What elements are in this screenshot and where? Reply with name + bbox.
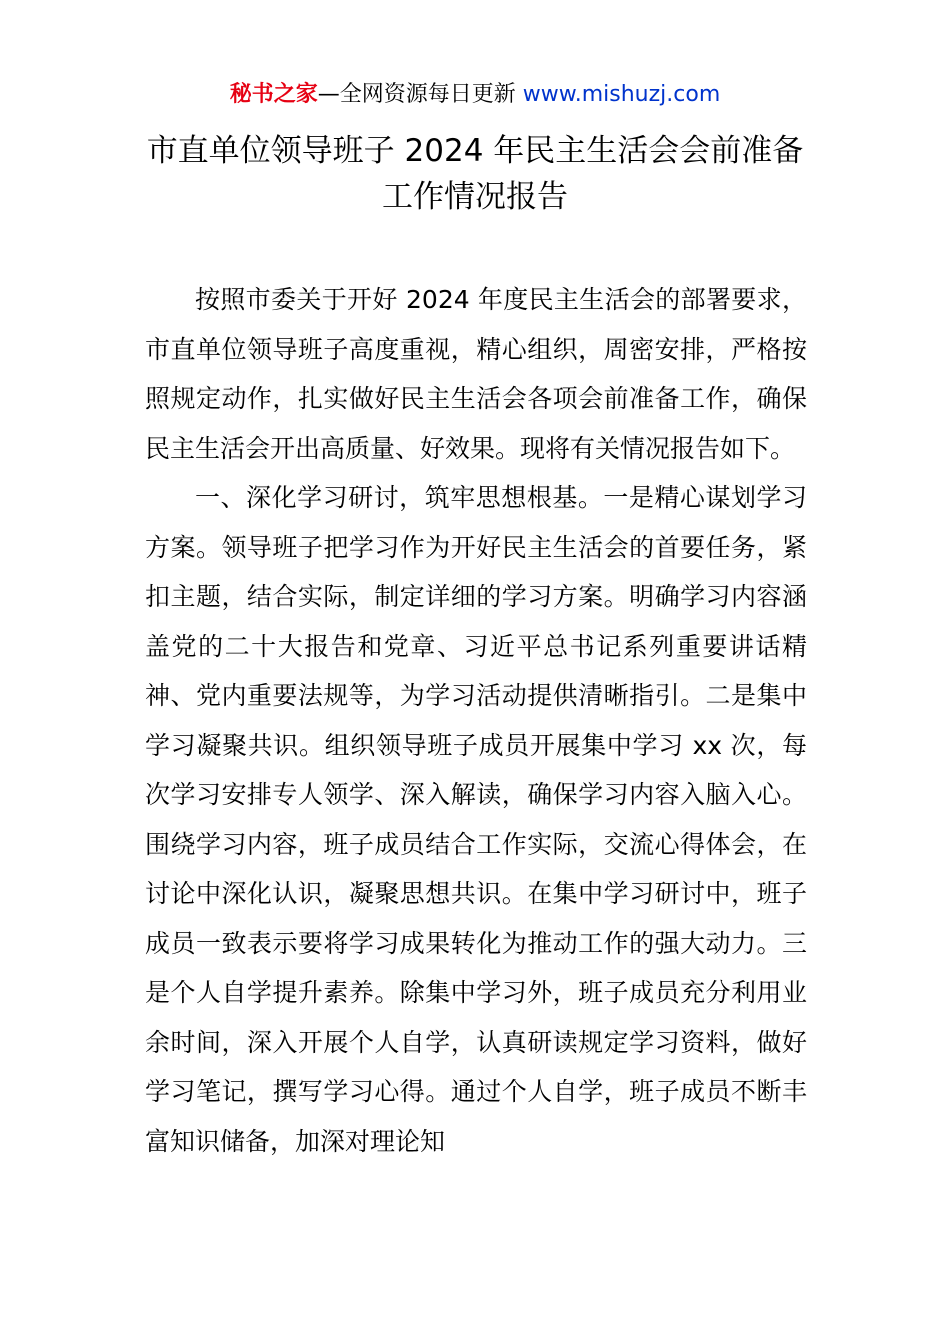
document-title — [100, 128, 850, 220]
document-body — [145, 275, 807, 1166]
section-one-paragraph: 一、深化学习研讨，筑牢思想根基。一是精心谋划学习方案。领导班子把学习作为开好民主生活会的首要任务，紧扣主题，结合实际，制定详细的学习方案。明确学习内容涵盖党的二十大报告和党章、习近平总书记系列重要讲话精神、党内重要法规等，为学习活动提供清晰指引。二是集中学习凝聚共识。组织领导班子成员开展集中学习 xx 次，每次学习安排专人领学、深入解读，确保学习内容入脑入心。围绕学习内容，班子成员结合工作实际，交流心得体会，在讨论中深化认识，凝聚思想共识。在集中学习研讨中，班子成员一致表示要将学习成果转化为推动工作的强大动力。三是个人自学提升素养。除集中学习外，班子成员充分利用业余时间，深入开展个人自学，认真研读规定学习资料，做好学习笔记，撰写学习心得。通过个人自学，班子成员不断丰富知识储备，加深对理论知 — [145, 483, 807, 1156]
site-url-link[interactable]: www.mishuzj.com — [522, 82, 721, 107]
site-banner — [0, 80, 950, 110]
brand-name: 秘书之家 — [229, 82, 318, 107]
document-title-line-1: 市直单位领导班子 2024 年民主生活会会前准备 — [146, 133, 804, 169]
intro-paragraph: 按照市委关于开好 2024 年度民主生活会的部署要求，市直单位领导班子高度重视，精心组织，周密安排，严格按照规定动作，扎实做好民主生活会各项会前准备工作，确保民主生活会开出高质量、好效果。现将有关情况报告如下。 — [145, 285, 807, 463]
banner-tagline: —全网资源每日更新 — [317, 82, 516, 107]
document-title-line-2: 工作情况报告 — [382, 179, 568, 215]
